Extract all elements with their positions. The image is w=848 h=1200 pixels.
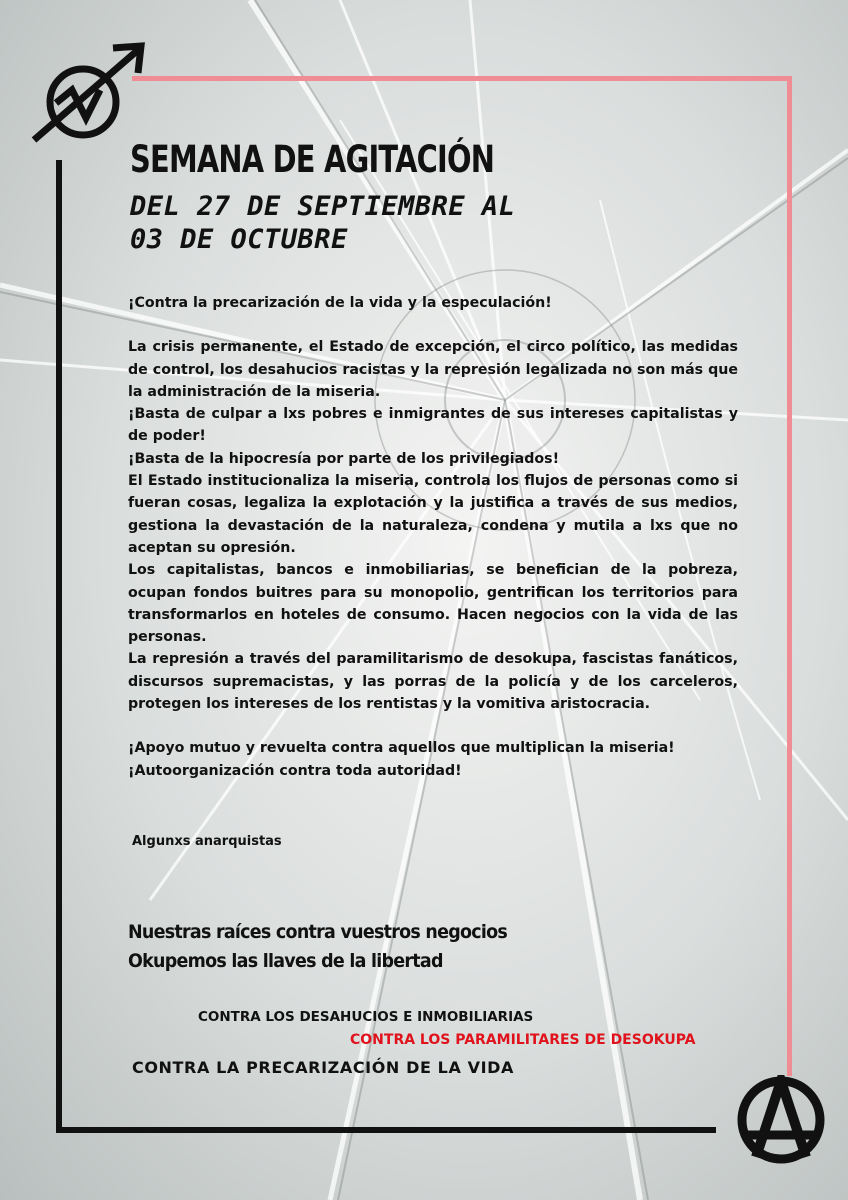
frame-red-top <box>132 76 792 81</box>
paragraph: La crisis permanente, el Estado de excepción, el circo político, las medidas de control, los desahucios racistas y la represión legalizada no son más que la administración de la miseria. <box>128 339 738 400</box>
frame-red-right <box>787 76 792 1076</box>
frame-black-bottom <box>56 1127 716 1133</box>
paragraph: ¡Basta de la hipocresía por parte de los privilegiados! <box>128 450 560 467</box>
paragraph: ¡Apoyo mutuo y revuelta contra aquellos que multiplican la miseria! <box>128 740 675 757</box>
paragraph: Los capitalistas, bancos e inmobiliarias, se benefician de la pobreza, ocupan fondos buitres para su monopolio, gentrifican los territorios para transformarlos en hoteles de consumo. Hacen negocios con la vida de las personas. <box>128 562 738 646</box>
paragraph: ¡Basta de culpar a lxs pobres e inmigrantes de sus intereses capitalistas y de poder! <box>128 406 738 445</box>
signature: Algunxs anarquistas <box>132 834 282 849</box>
closing-line-1: CONTRA LOS DESAHUCIOS E INMOBILIARIAS <box>198 1009 534 1025</box>
slogan-line-2: Okupemos las llaves de la libertad <box>128 950 443 972</box>
date-range <box>130 190 515 256</box>
paragraph: La represión a través del paramilitarismo de desokupa, fascistas fanáticos, discursos supremacistas, y las porras de la policía y de los carceleros, protegen los intereses de los rentistas y la vomitiva aristocracia. <box>128 651 738 713</box>
frame-black-left <box>56 160 62 1133</box>
anarchy-a-icon <box>736 1075 826 1165</box>
date-line-2: 03 DE OCTUBRE <box>130 224 348 255</box>
closing-line-3: CONTRA LA PRECARIZACIÓN DE LA VIDA <box>132 1058 515 1077</box>
date-line-1: DEL 27 DE SEPTIEMBRE AL <box>130 191 516 222</box>
closing-line-2: CONTRA LOS PARAMILITARES DE DESOKUPA <box>350 1032 696 1048</box>
page-title: SEMANA DE AGITACIÓN <box>130 138 495 181</box>
paragraph: El Estado institucionaliza la miseria, controla los flujos de personas como si fueran cosas, legaliza la explotación y la justifica a través de sus medios, gestiona la devastación de la naturaleza, condena y mutila a lxs que no aceptan su opresión. <box>128 473 738 556</box>
manifesto-body <box>128 292 738 782</box>
paragraph-intro: ¡Contra la precarización de la vida y la especulación! <box>128 295 552 311</box>
slogan-line-1: Nuestras raíces contra vuestros negocios <box>128 921 508 943</box>
paragraph: ¡Autoorganización contra toda autoridad! <box>128 762 462 779</box>
slogans <box>128 918 507 976</box>
